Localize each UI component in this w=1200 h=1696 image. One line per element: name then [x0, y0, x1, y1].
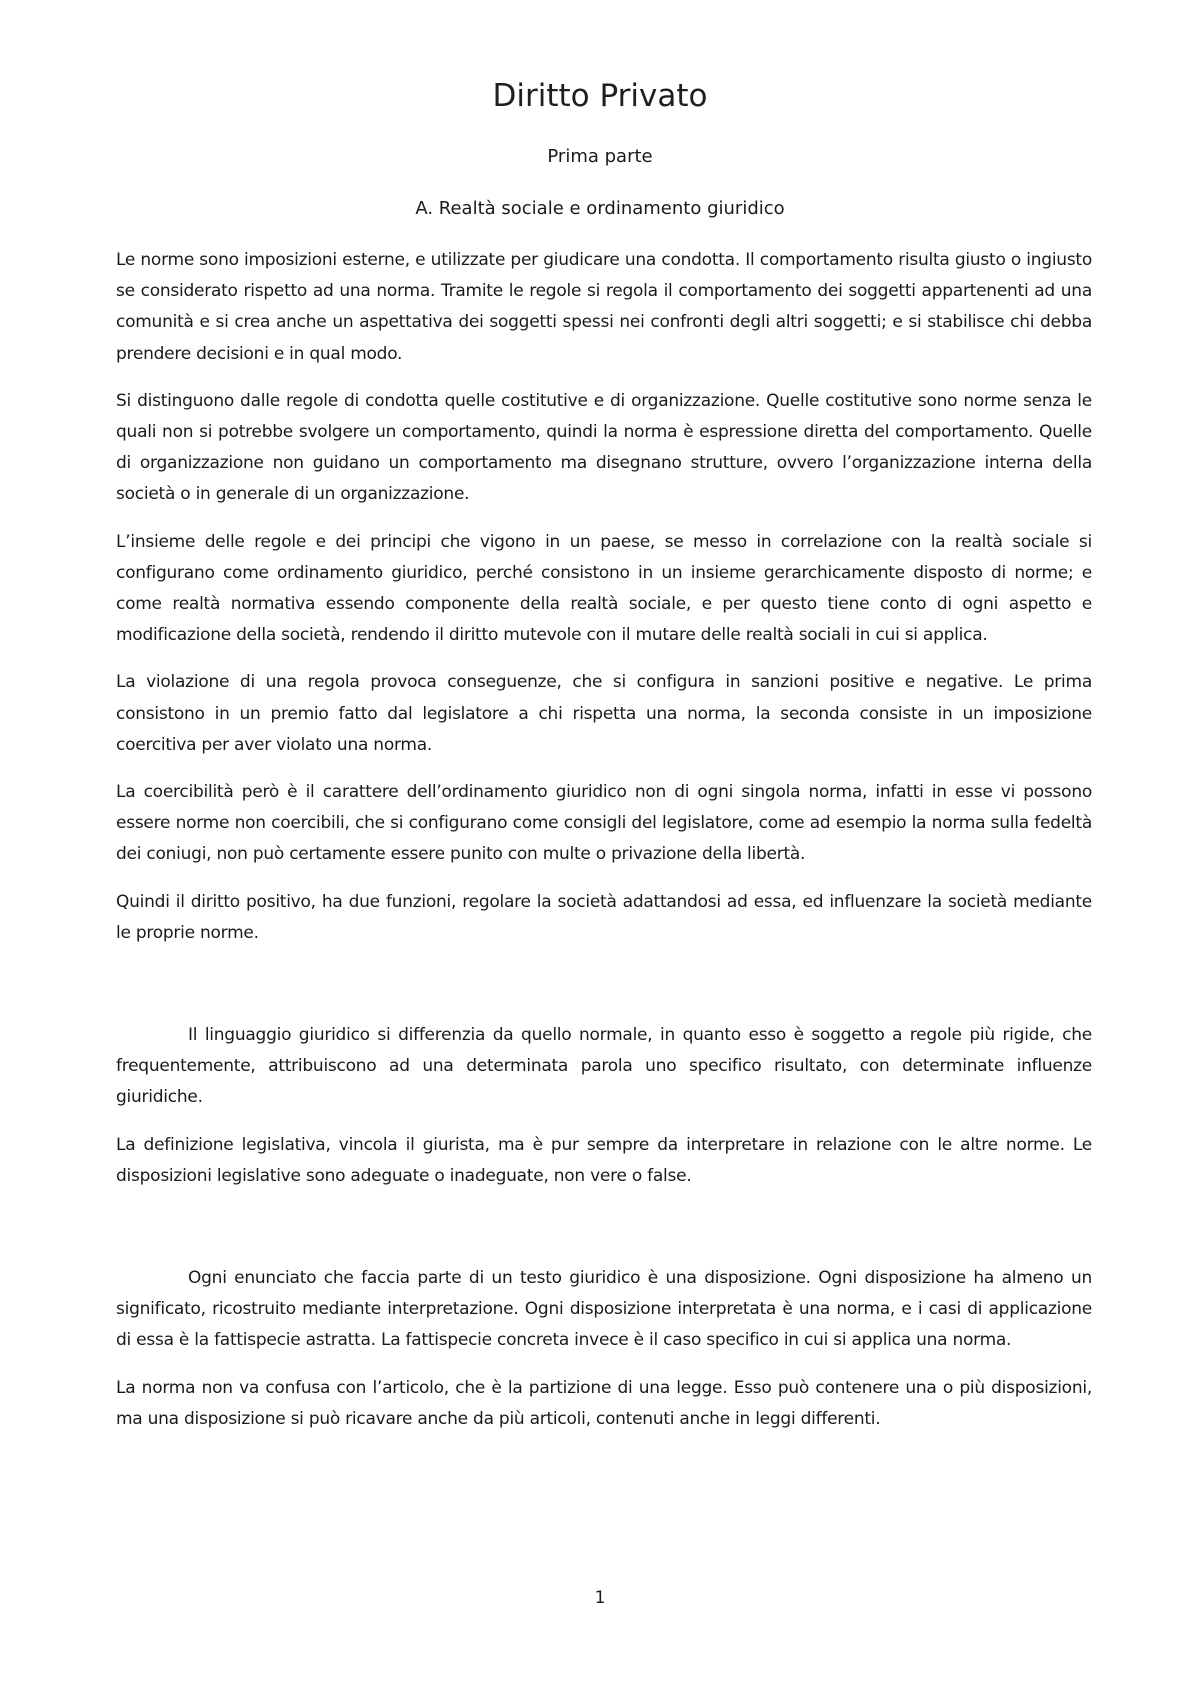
paragraph: La norma non va confusa con l’articolo, che è la partizione di una legge. Esso può contenere una o più disposizioni, ma una disposizione si può ricavare anche da più articoli, contenuti anche in leggi differenti.	[116, 1377, 1092, 1429]
paragraph: La coercibilità però è il carattere dell’ordinamento giuridico non di ogni singola norma, infatti in esse vi possono essere norme non coercibili, che si configurano come consigli del legislatore, come ad esempio la norma sulla fedeltà dei coniugi, non può certamente essere punito con multe o privazione della libertà.	[116, 782, 1092, 865]
paragraph: L’insieme delle regole e dei principi che vigono in un paese, se messo in correlazione con la realtà sociale si configurano come ordinamento giuridico, perché consistono in un insieme gerarchicamente disposto di norme; e come realtà normativa essendo componente della realtà sociale, e per questo tiene conto di ogni aspetto e modificazione della società, rendendo il diritto mutevole con il mutare delle realtà sociali in cui si applica.	[116, 531, 1092, 646]
paragraph: La definizione legislativa, vincola il giurista, ma è pur sempre da interpretare in relazione con le altre norme. Le disposizioni legislative sono adeguate o inadeguate, non vere o false.	[116, 1134, 1092, 1186]
paragraph: Ogni enunciato che faccia parte di un testo giuridico è una disposizione. Ogni disposizione ha almeno un significato, ricostruito mediante interpretazione. Ogni disposizione interpretata è una norma, e i casi di applicazione di essa è la fattispecie astratta. La fattispecie concreta invece è il caso specifico in cui si applica una norma.	[116, 1268, 1092, 1351]
paragraph: La violazione di una regola provoca conseguenze, che si configura in sanzioni positive e negative. Le prima consistono in un premio fatto dal legislatore a chi rispetta una norma, la seconda consiste in un imposizione coercitiva per aver violato una norma.	[116, 672, 1092, 755]
document-body	[116, 245, 1092, 1435]
paragraph: Il linguaggio giuridico si differenzia da quello normale, in quanto esso è soggetto a regole più rigide, che frequentemente, attribuiscono ad una determinata parola uno specifico risultato, con determinate influenze giuridiche.	[116, 1025, 1092, 1108]
document-title: Diritto Privato	[492, 78, 708, 114]
paragraph: Le norme sono imposizioni esterne, e utilizzate per giudicare una condotta. Il comportamento risulta giusto o ingiusto se considerato rispetto ad una norma. Tramite le regole si regola il comportamento dei soggetti appartenenti ad una comunità e si crea anche un aspettativa dei soggetti spessi nei confronti degli altri soggetti; e si stabilisce chi debba prendere decisioni e in qual modo.	[116, 250, 1092, 364]
page-number: 1	[594, 1588, 606, 1608]
paragraph: Si distinguono dalle regole di condotta quelle costitutive e di organizzazione. Quelle costitutive sono norme senza le quali non si potrebbe svolgere un comportamento, quindi la norma è espressione diretta del comportamento. Quelle di organizzazione non guidano un comportamento ma disegnano strutture, ovvero l’organizzazione interna della società o in generale di un organizzazione.	[116, 390, 1092, 505]
part-label: Prima parte	[547, 146, 653, 167]
section-heading: A. Realtà sociale e ordinamento giuridico	[415, 198, 785, 219]
paragraph: Quindi il diritto positivo, ha due funzioni, regolare la società adattandosi ad essa, ed influenzare la società mediante le proprie norme.	[116, 891, 1092, 943]
